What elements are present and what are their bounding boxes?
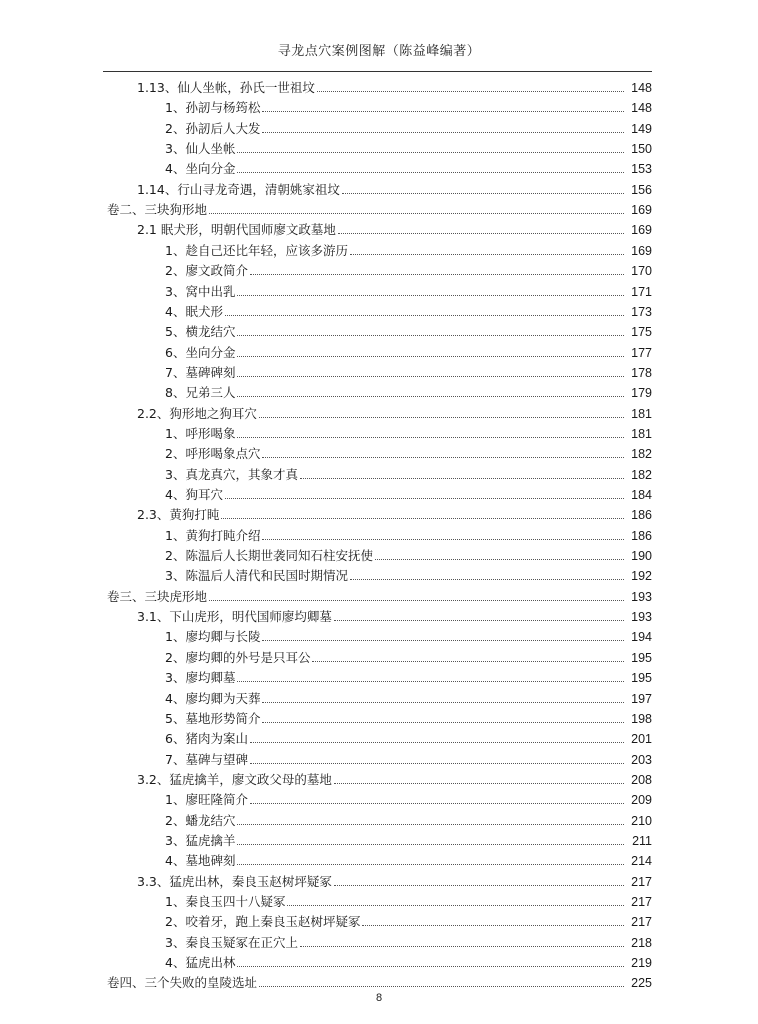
toc-entry-label: 2、呼形喝象点穴	[165, 446, 261, 462]
toc-entry-label: 2.3、黄狗打盹	[137, 507, 220, 523]
toc-entry-page: 182	[631, 467, 652, 482]
toc-entry[interactable]	[137, 75, 652, 95]
toc-entry-page: 186	[631, 508, 652, 523]
toc-entry-page: 169	[631, 223, 652, 238]
toc-entry-label: 4、眠犬形	[165, 303, 223, 319]
toc-entry[interactable]	[165, 889, 652, 909]
toc-entry-label: 卷二、三块狗形地	[107, 202, 208, 218]
toc-entry-page: 192	[631, 569, 652, 584]
toc-leader-dots	[300, 478, 624, 479]
toc-leader-dots	[250, 763, 624, 764]
toc-leader-dots	[287, 905, 624, 906]
toc-entry[interactable]	[165, 380, 652, 400]
toc-entry-label: 1、廖旺隆简介	[165, 792, 248, 808]
toc-entry-label: 1、黄狗打盹介绍	[165, 527, 261, 543]
toc-entry[interactable]	[137, 767, 652, 787]
toc-entry-page: 217	[631, 895, 652, 909]
toc-entry[interactable]	[107, 197, 652, 217]
toc-entry[interactable]	[165, 319, 652, 339]
toc-entry[interactable]	[165, 828, 652, 848]
page-header-title: 寻龙点穴案例图解（陈益峰编著）	[277, 44, 481, 59]
toc-entry[interactable]	[165, 645, 652, 665]
toc-leader-dots	[262, 722, 624, 723]
toc-entry[interactable]	[137, 217, 652, 237]
toc-leader-dots	[262, 457, 624, 458]
toc-entry-label: 3、仙人坐帐	[165, 141, 236, 157]
toc-leader-dots	[350, 254, 624, 255]
toc-entry-label: 3.1、下山虎形，明代国师廖均卿墓	[137, 609, 332, 625]
toc-entry-page: 156	[631, 182, 652, 197]
toc-entry-page: 218	[631, 935, 652, 950]
toc-entry[interactable]	[165, 136, 652, 156]
toc-entry-label: 2.1 眠犬形，明朝代国师廖文政墓地	[137, 222, 336, 238]
toc-entry-page: 201	[631, 732, 652, 747]
toc-entry-page: 198	[631, 711, 652, 726]
toc-entry[interactable]	[165, 686, 652, 706]
toc-entry-label: 卷四、三个失败的皇陵选址	[107, 975, 258, 991]
toc-leader-dots	[259, 417, 624, 418]
toc-entry-page: 186	[631, 528, 652, 543]
toc-leader-dots	[237, 172, 624, 173]
toc-leader-dots	[350, 579, 624, 580]
toc-leader-dots	[317, 91, 624, 92]
toc-entry[interactable]	[165, 360, 652, 380]
toc-entry-label: 5、横龙结穴	[165, 324, 236, 340]
toc-leader-dots	[225, 498, 624, 499]
toc-entry-page: 208	[631, 772, 652, 787]
toc-entry-page: 169	[631, 243, 652, 258]
toc-entry-label: 5、墓地形势简介	[165, 710, 261, 726]
toc-entry-label: 1.14、行山寻龙奇遇，清朝姚家祖坟	[137, 181, 340, 197]
toc-leader-dots	[334, 620, 624, 621]
toc-leader-dots	[237, 844, 624, 845]
toc-entry[interactable]	[165, 421, 652, 441]
toc-entry-label: 4、猛虎出林	[165, 955, 236, 971]
toc-entry[interactable]	[165, 665, 652, 685]
toc-entry-page: 210	[631, 813, 652, 828]
toc-entry-label: 6、猪肉为案山	[165, 731, 248, 747]
toc-entry-page: 175	[631, 325, 652, 340]
toc-entry-label: 2、咬着牙，跑上秦良玉赵树坪疑冢	[165, 914, 361, 930]
toc-entry[interactable]	[137, 502, 652, 522]
toc-entry-page: 181	[631, 406, 652, 421]
toc-entry[interactable]	[165, 787, 652, 807]
header-divider	[103, 71, 652, 72]
toc-entry[interactable]	[165, 258, 652, 278]
toc-entry-label: 2、蟠龙结穴	[165, 812, 236, 828]
toc-entry[interactable]	[165, 706, 652, 726]
toc-leader-dots	[375, 559, 624, 560]
toc-entry-label: 2.2、狗形地之狗耳穴	[137, 405, 257, 421]
toc-entry[interactable]	[107, 970, 652, 990]
toc-entry[interactable]	[165, 747, 652, 767]
toc-entry-page: 225	[631, 976, 652, 991]
toc-entry-page: 173	[631, 304, 652, 319]
toc-leader-dots	[362, 925, 624, 926]
toc-entry-label: 7、墓碑碑刻	[165, 364, 236, 380]
toc-entry-label: 4、墓地碑刻	[165, 853, 236, 869]
toc-entry-label: 3、窝中出乳	[165, 283, 236, 299]
toc-entry-label: 3、真龙真穴，其象才真	[165, 466, 298, 482]
toc-entry-page: 195	[631, 650, 652, 665]
toc-entry-page: 148	[631, 101, 652, 116]
toc-leader-dots	[250, 742, 624, 743]
toc-leader-dots	[237, 437, 624, 438]
toc-leader-dots	[225, 315, 624, 316]
toc-leader-dots	[209, 213, 624, 214]
toc-entry-page: 197	[631, 691, 652, 706]
toc-leader-dots	[221, 518, 624, 519]
toc-entry-label: 4、狗耳穴	[165, 487, 223, 502]
toc-entry-label: 2、廖均卿的外号是只耳公	[165, 649, 311, 665]
toc-entry-label: 1、孙訒与杨筠松	[165, 100, 261, 116]
toc-entry-page: 217	[631, 874, 652, 889]
toc-entry[interactable]	[165, 279, 652, 299]
toc-leader-dots	[262, 640, 624, 641]
toc-entry-label: 2、孙訒后人大发	[165, 120, 261, 136]
toc-leader-dots	[312, 661, 624, 662]
toc-entry-label: 卷三、三块虎形地	[107, 588, 208, 604]
toc-entry[interactable]	[165, 950, 652, 970]
toc-entry-label: 1、廖均卿与长陵	[165, 629, 261, 645]
page-number: 8	[375, 992, 383, 1004]
toc-leader-dots	[262, 132, 624, 133]
toc-entry-page: 149	[631, 121, 652, 136]
toc-entry-page: 184	[631, 488, 652, 502]
toc-entry-label: 7、墓碑与望碑	[165, 751, 248, 767]
toc-entry-page: 203	[631, 752, 652, 767]
toc-entry-page: 178	[631, 365, 652, 380]
toc-leader-dots	[209, 600, 624, 601]
toc-leader-dots	[237, 376, 624, 377]
toc-entry-page: 209	[631, 793, 652, 808]
toc-entry-label: 3、秦良玉疑冢在正穴上	[165, 934, 298, 950]
toc-leader-dots	[262, 539, 624, 540]
toc-entry[interactable]	[165, 726, 652, 746]
toc-entry-page: 150	[631, 142, 652, 157]
toc-leader-dots	[250, 274, 624, 275]
toc-entry-page: 181	[631, 426, 652, 441]
toc-leader-dots	[237, 295, 624, 296]
toc-entry-label: 3、廖均卿墓	[165, 670, 236, 686]
toc-entry-label: 2、陈温后人长期世袭同知石柱安抚使	[165, 548, 373, 564]
toc-entry[interactable]	[165, 543, 652, 563]
toc-entry-page: 194	[631, 630, 652, 645]
toc-entry[interactable]	[165, 238, 652, 258]
toc-leader-dots	[334, 885, 624, 886]
toc-entry-page: 177	[631, 345, 652, 360]
toc-leader-dots	[237, 864, 624, 865]
toc-leader-dots	[338, 233, 624, 234]
toc-entry-label: 6、坐向分金	[165, 344, 236, 360]
toc-entry-label: 8、兄弟三人	[165, 385, 236, 401]
toc-entry[interactable]	[165, 563, 652, 583]
toc-entry[interactable]	[165, 340, 652, 360]
toc-entry[interactable]	[165, 95, 652, 115]
toc-leader-dots	[237, 966, 624, 967]
toc-entry[interactable]	[165, 930, 652, 950]
toc-entry[interactable]	[137, 177, 652, 197]
toc-leader-dots	[262, 111, 624, 112]
toc-entry-page: 195	[631, 671, 652, 686]
toc-entry[interactable]	[165, 848, 652, 868]
toc-entry-label: 1、秦良玉四十八疑冢	[165, 894, 286, 909]
toc-entry-page: 153	[631, 162, 652, 177]
toc-entry[interactable]	[137, 604, 652, 624]
toc-leader-dots	[300, 946, 624, 947]
toc-entry[interactable]	[165, 299, 652, 319]
toc-entry-page: 148	[631, 81, 652, 95]
toc-entry-label: 1、呼形喝象	[165, 425, 236, 441]
toc-entry-label: 1、趁自己还比年轻，应该多游历	[165, 242, 348, 258]
toc-entry-label: 4、坐向分金	[165, 161, 236, 177]
toc-entry-page: 193	[631, 610, 652, 625]
toc-entry-page: 171	[631, 284, 652, 299]
toc-entry-page: 211	[632, 833, 652, 848]
toc-entry-label: 3.2、猛虎擒羊，廖文政父母的墓地	[137, 771, 332, 787]
toc-entry[interactable]	[165, 808, 652, 828]
toc-entry[interactable]	[165, 482, 652, 502]
toc-entry[interactable]	[165, 116, 652, 136]
toc-leader-dots	[262, 702, 624, 703]
toc-leader-dots	[237, 824, 624, 825]
toc-entry-label: 3、陈温后人清代和民国时期情况	[165, 568, 348, 584]
toc-entry[interactable]	[165, 909, 652, 929]
toc-entry-page: 182	[631, 447, 652, 462]
toc-entry-label: 1.13、仙人坐帐，孙氏一世祖坟	[137, 80, 315, 95]
toc-entry-page: 214	[631, 854, 652, 869]
toc-leader-dots	[237, 335, 624, 336]
toc-entry-label: 2、廖文政简介	[165, 263, 248, 279]
toc-entry[interactable]	[165, 523, 652, 543]
toc-entry[interactable]	[107, 584, 652, 604]
toc-leader-dots	[237, 681, 624, 682]
toc-entry[interactable]	[165, 156, 652, 176]
toc-entry-label: 3.3、猛虎出林，秦良玉赵树坪疑冢	[137, 873, 332, 889]
toc-leader-dots	[259, 986, 624, 987]
toc-leader-dots	[250, 803, 624, 804]
toc-entry-page: 179	[631, 386, 652, 401]
toc-leader-dots	[334, 783, 624, 784]
toc-entry[interactable]	[165, 624, 652, 644]
toc-entry-page: 169	[631, 203, 652, 218]
toc-entry-page: 190	[631, 549, 652, 564]
toc-entry-page: 219	[631, 956, 652, 971]
toc-entry-page: 193	[631, 589, 652, 604]
toc-entry-page: 217	[631, 915, 652, 930]
toc-entry-label: 4、廖均卿为天葬	[165, 690, 261, 706]
toc-entry[interactable]	[165, 462, 652, 482]
toc-entry[interactable]	[165, 441, 652, 461]
toc-leader-dots	[237, 356, 624, 357]
toc-entry[interactable]	[137, 401, 652, 421]
toc-leader-dots	[237, 396, 624, 397]
toc-leader-dots	[237, 152, 624, 153]
toc-leader-dots	[342, 193, 624, 194]
toc-entry[interactable]	[137, 869, 652, 889]
toc-entry-page: 170	[631, 264, 652, 279]
toc-entry-label: 3、猛虎擒羊	[165, 832, 236, 848]
